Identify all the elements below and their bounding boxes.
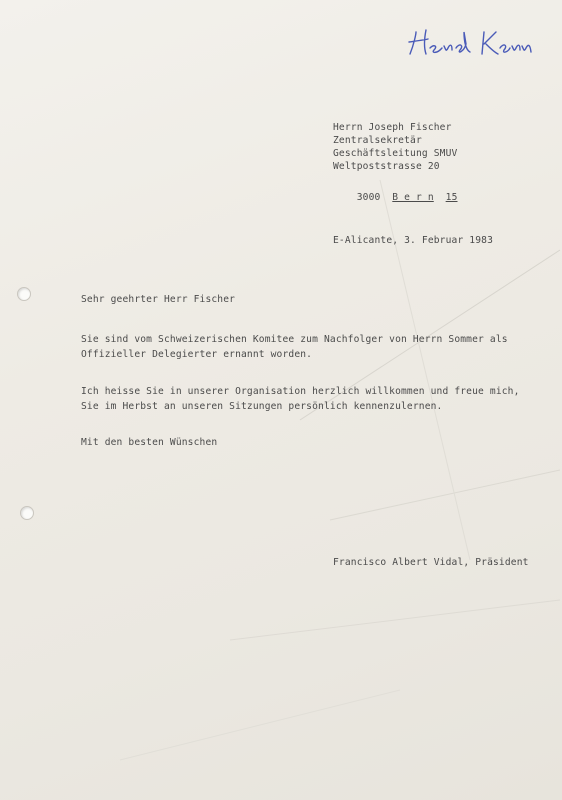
- salutation: Sehr geehrter Herr Fischer: [81, 294, 236, 305]
- punch-hole-bottom: [20, 506, 34, 520]
- closing: Mit den besten Wünschen: [81, 437, 218, 448]
- city-district: 15: [445, 192, 458, 203]
- punch-hole-top: [17, 287, 31, 301]
- date-line: E-Alicante, 3. Februar 1983: [333, 235, 493, 246]
- recipient-street: Weltpoststrasse 20: [333, 161, 440, 172]
- signature-line: Francisco Albert Vidal, Präsident: [333, 557, 529, 568]
- recipient-organization: Geschäftsleitung SMUV: [333, 148, 458, 159]
- city-name: B e r n: [392, 192, 434, 203]
- paragraph-1-line-1: Sie sind vom Schweizerischen Komitee zum Nachfolger von Herrn Sommer als: [81, 334, 508, 345]
- postal-code: 3000: [356, 192, 381, 203]
- recipient-city-line: [333, 178, 458, 217]
- paragraph-2-line-2: Sie im Herbst an unseren Sitzungen persönlich kennenzulernen.: [81, 401, 443, 412]
- paragraph-1-line-2: Offizieller Delegierter ernannt worden.: [81, 349, 313, 360]
- paragraph-2-line-1: Ich heisse Sie in unserer Organisation herzlich willkommen und freue mich,: [81, 386, 520, 397]
- recipient-title: Zentralsekretär: [333, 135, 422, 146]
- handwritten-note: [404, 26, 544, 62]
- recipient-name: Herrn Joseph Fischer: [333, 122, 452, 133]
